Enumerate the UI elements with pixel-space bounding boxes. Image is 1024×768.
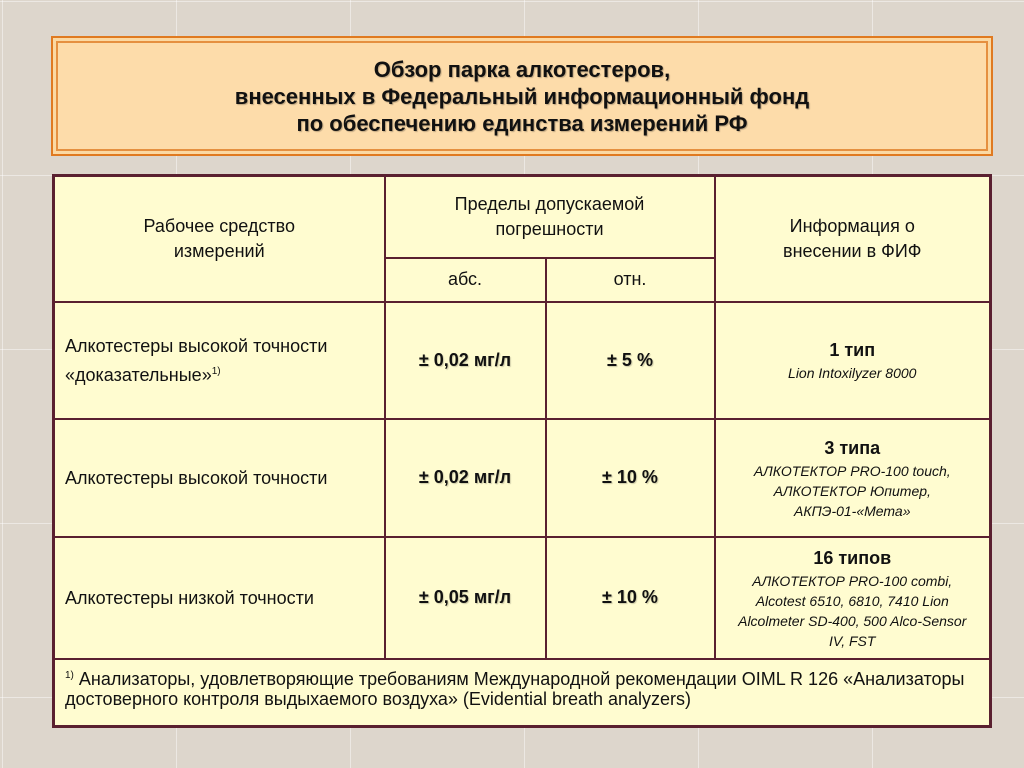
table-row bbox=[54, 302, 991, 419]
row-info bbox=[715, 302, 991, 419]
title-box bbox=[51, 36, 993, 156]
row-name bbox=[54, 302, 385, 419]
footnote-text: Анализаторы, удовлетворяющие требованиям Международной рекомендации OIML R 126 «Анализаторы достоверного контроля выдыхаемого воздуха» (Evidential breath analyzers) bbox=[65, 668, 965, 709]
title-line-3: по обеспечению единства измерений РФ bbox=[296, 110, 748, 136]
footnote-ref: 1) bbox=[211, 365, 221, 377]
header-abs: абс. bbox=[385, 258, 546, 302]
table-row bbox=[54, 419, 991, 537]
row-info-models: Lion Intoxilyzer 8000 bbox=[788, 365, 917, 381]
footnote bbox=[54, 659, 991, 727]
row-abs: ± 0,05 мг/л bbox=[385, 537, 546, 659]
row-info bbox=[715, 537, 991, 659]
header-limits bbox=[385, 176, 715, 258]
row-info-count: 16 типов bbox=[813, 547, 892, 568]
row-info-count: 1 тип bbox=[829, 340, 876, 360]
header-rel: отн. bbox=[546, 258, 715, 302]
row-name-text: Алкотестеры высокой точности «доказательные» bbox=[65, 335, 328, 385]
row-abs: ± 0,02 мг/л bbox=[385, 302, 546, 419]
row-info-models: АЛКОТЕКТОР PRO-100 touch, АЛКОТЕКТОР Юпитер, АКПЭ-01-«Мета» bbox=[753, 462, 951, 519]
row-info-models: АЛКОТЕКТОР PRO-100 combi, Alcotest 6510, 6810, 7410 Lion Alcolmeter SD-400, 500 Alco-Sensor IV, FST bbox=[738, 572, 967, 649]
footnote-row bbox=[54, 659, 991, 727]
row-abs: ± 0,02 мг/л bbox=[385, 419, 546, 537]
row-rel: ± 5 % bbox=[546, 302, 715, 419]
row-info bbox=[715, 419, 991, 537]
row-info-count: 3 типа bbox=[824, 437, 881, 458]
title-inner bbox=[56, 41, 988, 151]
header-info bbox=[715, 176, 991, 302]
header-info-label: Информация о внесении в ФИФ bbox=[783, 215, 922, 261]
row-name-text: Алкотестеры высокой точности bbox=[65, 467, 328, 488]
row-name bbox=[54, 537, 385, 659]
table-row bbox=[54, 537, 991, 659]
row-rel: ± 10 % bbox=[546, 537, 715, 659]
title-line-1: Обзор парка алкотестеров, bbox=[373, 56, 671, 82]
title-line-2: внесенных в Федеральный информационный фонд bbox=[234, 83, 810, 109]
header-row-1 bbox=[54, 176, 991, 258]
header-limits-label: Пределы допускаемой погрешности bbox=[454, 193, 645, 239]
row-name bbox=[54, 419, 385, 537]
header-instrument bbox=[54, 176, 385, 302]
header-instrument-label: Рабочее средство измерений bbox=[143, 215, 295, 261]
footnote-mark: 1) bbox=[65, 669, 74, 681]
alcotester-table bbox=[52, 174, 992, 728]
row-name-text: Алкотестеры низкой точности bbox=[65, 587, 314, 608]
row-rel: ± 10 % bbox=[546, 419, 715, 537]
